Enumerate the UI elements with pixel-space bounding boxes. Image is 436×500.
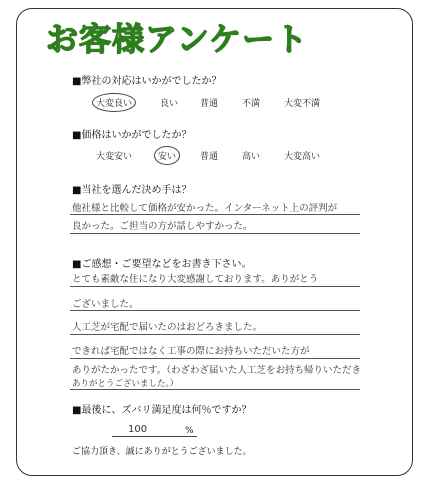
answer-rule — [70, 358, 360, 359]
question-comments-label: ■ご感想・ご要望などをお書き下さい。 — [72, 259, 252, 270]
answer-rule — [70, 286, 360, 287]
thank-you-note: ご協力頂き、誠にありがとうございました。 — [72, 447, 252, 457]
question-price — [72, 126, 191, 141]
comments-line-2: ございました。 — [72, 299, 139, 310]
answer-rule — [70, 389, 360, 390]
satisfaction-value[interactable]: 100 — [128, 424, 148, 435]
question-comments — [72, 255, 251, 270]
question-service-label: ■弊社の対応はいかがでしたか？ — [72, 76, 222, 87]
deciding-factor-line-1: 他社様と比較して価格が安かった。インターネット上の評判が — [72, 203, 338, 214]
price-option-very-expensive[interactable]: 大変高い — [284, 152, 321, 162]
question-service — [72, 72, 221, 87]
service-option-good[interactable]: 良い — [160, 99, 179, 109]
service-option-average[interactable]: 普通 — [200, 99, 219, 109]
satisfaction-underline — [112, 436, 197, 437]
survey-title: お客様アンケート — [46, 20, 309, 58]
service-option-very-good[interactable]: 大変良い — [96, 96, 132, 109]
deciding-factor-line-2: 良かった。ご担当の方が話しやすかった。 — [72, 221, 253, 232]
price-option-very-cheap[interactable]: 大変安い — [96, 152, 133, 162]
comments-line-3: 人工芝が宅配で届いたのはおどろきました。 — [72, 322, 263, 333]
answer-rule — [70, 214, 360, 215]
question-deciding-factor-label: ■当社を選んだ決め手は？ — [72, 185, 192, 196]
answer-rule — [70, 310, 360, 311]
answer-rule — [70, 334, 360, 335]
price-option-cheap[interactable]: 安い — [158, 149, 176, 162]
comments-line-1: とても素敵な住になり大変感謝しております。ありがとう — [72, 274, 319, 285]
question-price-label: ■価格はいかがでしたか？ — [72, 130, 192, 141]
price-option-average[interactable]: 普通 — [200, 152, 219, 162]
comments-line-4: できれば宅配ではなく工事の際にお持ちいただいた方が — [72, 346, 310, 357]
question-deciding-factor — [72, 181, 191, 196]
comments-line-6: ありがとうございました。） — [72, 379, 179, 389]
price-option-expensive[interactable]: 高い — [242, 152, 261, 162]
satisfaction-unit: % — [185, 426, 194, 436]
comments-line-5: ありがたかったです。（わざわざ届いた人工芝をお持ち帰りいただき — [72, 365, 361, 376]
answer-rule — [70, 233, 360, 234]
question-satisfaction — [72, 401, 251, 416]
service-option-dissatisfied[interactable]: 不満 — [242, 99, 261, 109]
service-option-very-dissatisfied[interactable]: 大変不満 — [284, 99, 321, 109]
question-satisfaction-label: ■最後に、ズバリ満足度は何％ですか？ — [72, 405, 252, 416]
